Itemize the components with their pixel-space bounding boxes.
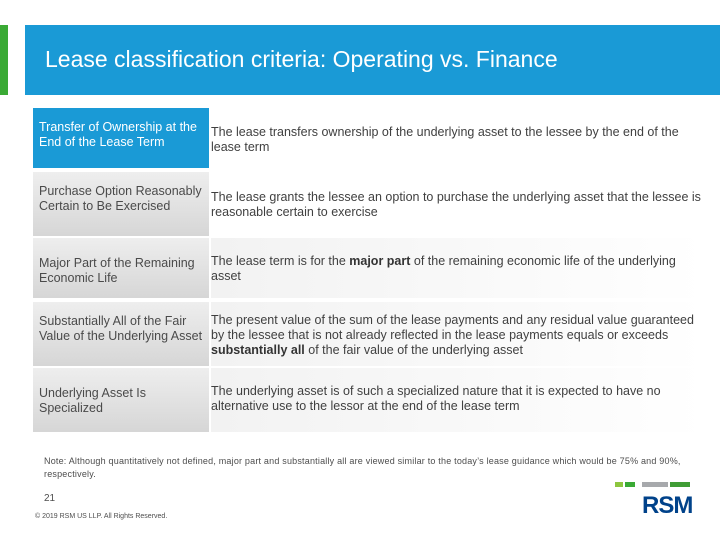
criterion-label-text: Transfer of Ownership at the End of the Lease Term: [39, 120, 197, 149]
rsm-logo: [615, 482, 700, 518]
criterion-description-text: The present value of the sum of the lease payments and any residual value guaranteed by the lessee that is not already reflected in the lease payments equals or exceeds: [211, 313, 694, 342]
criterion-emphasis: major part: [349, 254, 411, 268]
criteria-row: [33, 238, 705, 298]
left-accent-bar: [0, 25, 8, 95]
criteria-row: [33, 172, 705, 236]
criterion-label-text: Underlying Asset Is Specialized: [39, 386, 146, 415]
criterion-description-text: The underlying asset is of such a specialized nature that it is expected to have no alternative use to the lessor at the end of the lease term: [211, 384, 661, 413]
criterion-label: [33, 108, 209, 168]
criterion-description-text: of the remaining economic life of the underlying asset: [211, 254, 676, 283]
criterion-description-text: The lease grants the lessee an option to purchase the underlying asset that the lessee is reasonable certain to exercise: [211, 190, 701, 219]
logo-wordmark: RSM: [642, 492, 693, 519]
criterion-label-text: Purchase Option Reasonably Certain to Be Exercised: [39, 184, 202, 213]
criterion-label: [33, 172, 209, 236]
page-number: 21: [44, 493, 56, 504]
criterion-emphasis: substantially all: [211, 343, 305, 357]
criterion-label: [33, 238, 209, 298]
criterion-label-text: Major Part of the Remaining Economic Life: [39, 256, 195, 285]
criterion-label-text: Substantially All of the Fair Value of the Underlying Asset: [39, 314, 203, 343]
criteria-row: [33, 302, 705, 366]
copyright-notice: © 2019 RSM US LLP. All Rights Reserved.: [35, 513, 168, 520]
footnote: Note: Although quantitatively not defined, major part and substantially all are viewed similar to the today’s lease guidance which would be 75% and 90%, respectively.: [44, 456, 681, 479]
criterion-description: [211, 302, 705, 366]
page-title: Lease classification criteria: Operating vs. Finance: [45, 46, 558, 72]
title-banner: [25, 25, 720, 95]
criteria-row: [33, 108, 705, 168]
criterion-description: [211, 238, 705, 298]
criterion-description: [211, 172, 705, 236]
criterion-label: [33, 368, 209, 432]
criterion-description: [211, 368, 705, 432]
criterion-description-text: The lease term is for the: [211, 254, 350, 268]
criterion-description: [211, 108, 705, 168]
criterion-description-text: The lease transfers ownership of the underlying asset to the lessee by the end of the lease term: [211, 125, 679, 154]
criterion-description-text: of the fair value of the underlying asset: [304, 343, 523, 357]
criteria-row: [33, 368, 705, 432]
criterion-label: [33, 302, 209, 366]
